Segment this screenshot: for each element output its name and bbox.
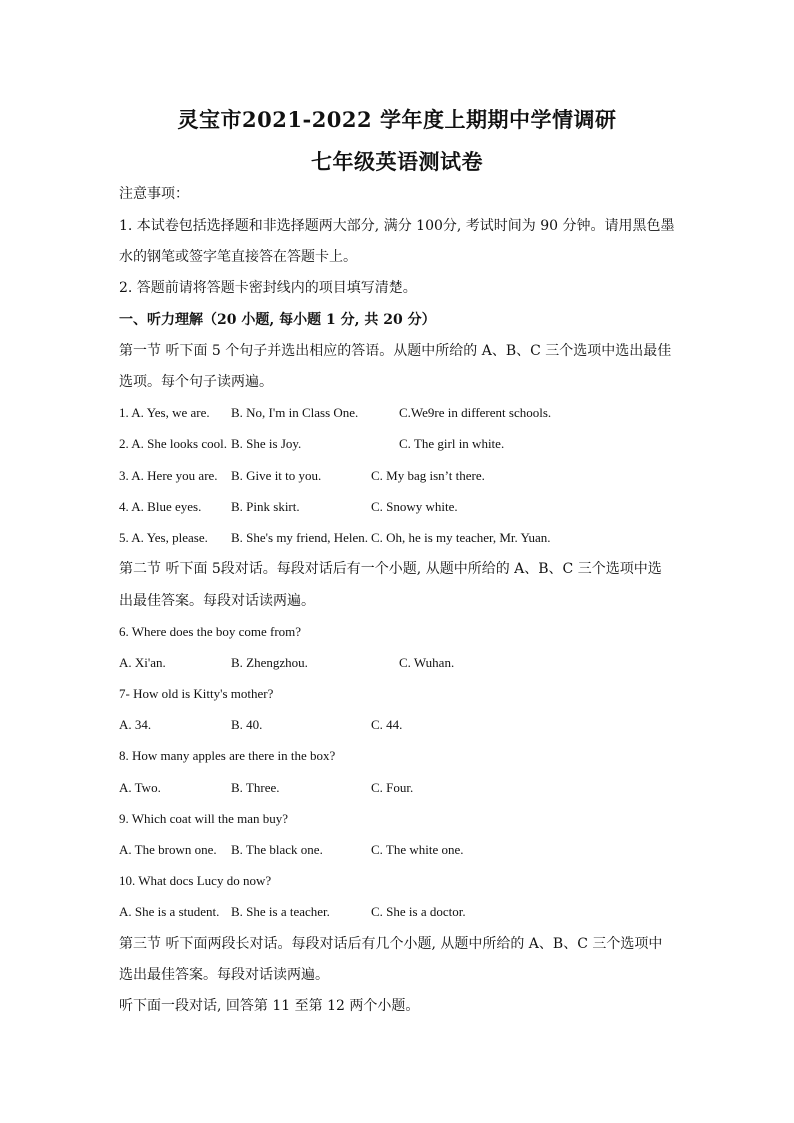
question-stem: 7- How old is Kitty's mother? bbox=[119, 686, 274, 701]
option-a: A. Xi'an. bbox=[119, 655, 166, 670]
option-a: 2. A. She looks cool. bbox=[119, 436, 227, 451]
part2-instruction-b: 出最佳答案。每段对话读两遍。 bbox=[119, 593, 315, 609]
notice-item-1b: 水的钢笔或签字笔直接答在答题卡上。 bbox=[119, 249, 357, 265]
option-a: 4. A. Blue eyes. bbox=[119, 499, 202, 514]
option-a: 3. A. Here you are. bbox=[119, 468, 218, 483]
option-c: C. She is a doctor. bbox=[371, 904, 466, 919]
section-heading: 一、听力理解（20 小题, 每小题 1 分, 共 20 分） bbox=[119, 312, 436, 328]
option-b: B. She is Joy. bbox=[231, 436, 302, 451]
notice-item-2: 2. 答题前请将答题卡密封线内的项目填写清楚。 bbox=[119, 280, 417, 296]
option-c: C. Snowy white. bbox=[371, 499, 458, 514]
option-b: B. No, I'm in Class One. bbox=[231, 405, 359, 420]
option-b: B. Zhengzhou. bbox=[231, 655, 308, 670]
option-a: 1. A. Yes, we are. bbox=[119, 405, 210, 420]
part3-instruction-c: 听下面一段对话, 回答第 11 至第 12 两个小题。 bbox=[119, 998, 420, 1014]
option-b: B. The black one. bbox=[231, 842, 323, 857]
part3-instruction-a: 第三节 听下面两段长对话。每段对话后有几个小题, 从题中所给的 A、B、C 三个选项中 bbox=[119, 936, 663, 952]
option-a: A. 34. bbox=[119, 717, 152, 732]
option-c: C. My bag isn’t there. bbox=[371, 468, 485, 483]
page-title-line1: 灵宝市2021-2022 学年度上期期中学情调研 bbox=[177, 107, 617, 132]
notice-heading: 注意事项： bbox=[119, 186, 189, 202]
option-c: C. Four. bbox=[371, 780, 414, 795]
option-c: C. The white one. bbox=[371, 842, 464, 857]
option-a: A. She is a student. bbox=[119, 904, 220, 919]
option-c: C.We9re in different schools. bbox=[399, 405, 552, 420]
question-stem: 9. Which coat will the man buy? bbox=[119, 811, 289, 826]
page-title-line2: 七年级英语测试卷 bbox=[311, 149, 483, 174]
part2-instruction-a: 第二节 听下面 5段对话。每段对话后有一个小题, 从题中所给的 A、B、C 三个选项中选 bbox=[119, 561, 662, 577]
question-stem: 8. How many apples are there in the box? bbox=[119, 748, 336, 763]
option-b: B. Give it to you. bbox=[231, 468, 322, 483]
part1-instruction-b: 选项。每个句子读两遍。 bbox=[119, 374, 273, 390]
option-b: B. Pink skirt. bbox=[231, 499, 300, 514]
option-c: C. The girl in white. bbox=[399, 436, 505, 451]
option-a: A. The brown one. bbox=[119, 842, 217, 857]
part1-instruction-a: 第一节 听下面 5 个句子并选出相应的答语。从题中所给的 A、B、C 三个选项中选出最佳 bbox=[119, 343, 672, 359]
option-b: B. She is a teacher. bbox=[231, 904, 330, 919]
notice-item-1a: 1. 本试卷包括选择题和非选择题两大部分, 满分 100分, 考试时间为 90 分钟。请用黑色墨 bbox=[119, 218, 675, 234]
option-a: 5. A. Yes, please. bbox=[119, 530, 208, 545]
option-b: B. 40. bbox=[231, 717, 263, 732]
option-b: B. She's my friend, Helen. bbox=[231, 530, 369, 545]
question-stem: 6. Where does the boy come from? bbox=[119, 624, 302, 639]
part3-instruction-b: 选出最佳答案。每段对话读两遍。 bbox=[119, 967, 329, 983]
option-b: B. Three. bbox=[231, 780, 280, 795]
option-c: C. Oh, he is my teacher, Mr. Yuan. bbox=[371, 530, 551, 545]
option-c: C. 44. bbox=[371, 717, 403, 732]
option-a: A. Two. bbox=[119, 780, 161, 795]
option-c: C. Wuhan. bbox=[399, 655, 455, 670]
question-stem: 10. What docs Lucy do now? bbox=[119, 873, 272, 888]
